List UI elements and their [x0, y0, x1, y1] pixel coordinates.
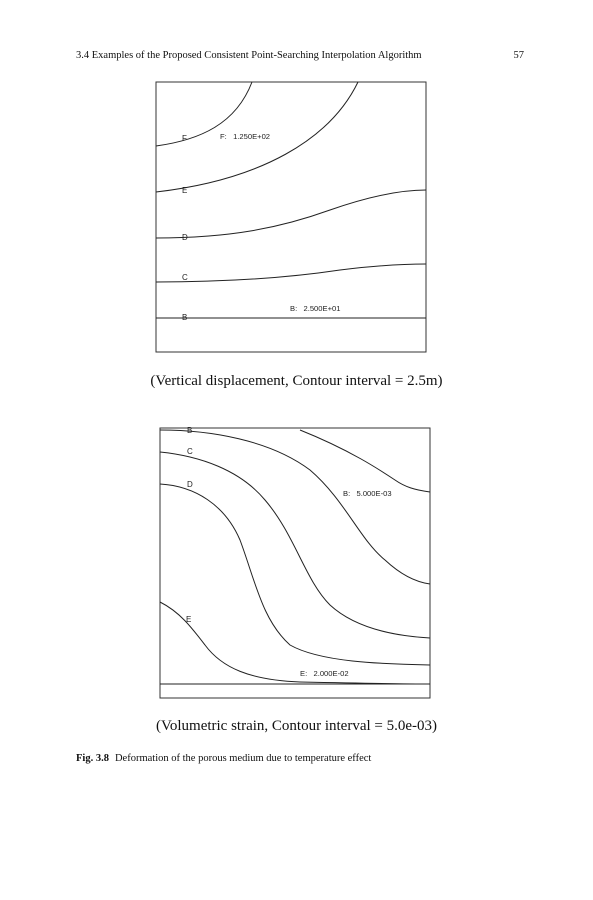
contour-value-b: B: 5.000E-03	[343, 489, 392, 498]
contour-label-f: F	[182, 134, 187, 143]
section-title: 3.4 Examples of the Proposed Consistent Point-Searching Interpolation Algorithm	[76, 50, 422, 61]
contour-label-e: E	[182, 186, 188, 195]
page-number: 57	[513, 50, 524, 61]
top-panel-caption: (Vertical displacement, Contour interval = 2.5m)	[150, 373, 443, 389]
contour-label-b: B	[187, 426, 193, 435]
contour-value-e: E: 2.000E-02	[300, 669, 349, 678]
contour-label-e: E	[186, 615, 192, 624]
figure-label: Fig. 3.8	[76, 753, 109, 764]
figure-caption	[76, 753, 371, 764]
contour-line-d	[160, 484, 430, 665]
bottom-panel-caption: (Volumetric strain, Contour interval = 5.0e-03)	[155, 718, 438, 734]
contour-label-c: C	[182, 273, 188, 282]
contour-label-b: B	[182, 313, 188, 322]
contour-label-c: C	[187, 447, 193, 456]
contour-value-f: F: 1.250E+02	[220, 132, 271, 141]
contour-label-d: D	[182, 233, 188, 242]
contour-line-b	[160, 430, 430, 584]
figure-caption-text: Deformation of the porous medium due to temperature effect	[114, 753, 372, 764]
contour-line-c	[160, 452, 430, 638]
plot-frame	[160, 428, 430, 698]
contour-line-b-upper	[300, 430, 430, 492]
contour-line-e	[160, 602, 430, 684]
contour-label-d: D	[187, 480, 193, 489]
contour-value-b: B: 2.500E+01	[290, 304, 341, 313]
